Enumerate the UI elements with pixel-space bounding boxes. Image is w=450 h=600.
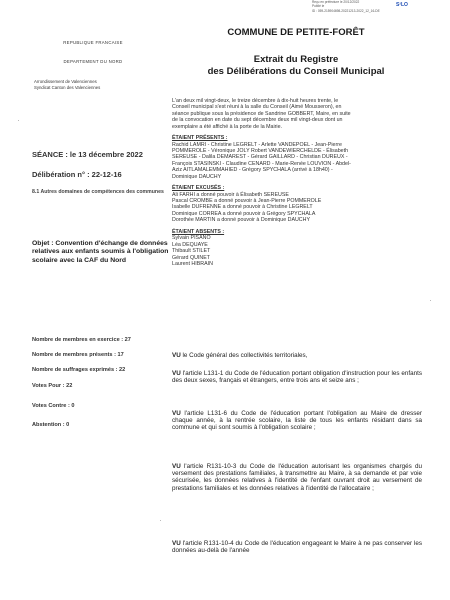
presents-line: Dominique DAUCHY [172, 173, 222, 180]
votes-for: Votes Pour : 22 [32, 383, 73, 389]
intro-paragraph [172, 98, 422, 130]
absents-line: Sylvain PISANO [172, 235, 211, 242]
administrative-header [28, 40, 158, 90]
vu-paragraph [172, 410, 422, 432]
vu-lead: VU [172, 370, 181, 377]
absents-line: Gérard QUINET [172, 254, 210, 261]
intro-line: séance publique sous la présidence de Sandrine GOBBERT, Maire, en suite [172, 110, 351, 117]
extrait-title [170, 54, 422, 78]
department-label: DEPARTEMENT DU NORD [63, 59, 123, 64]
vu-lead: VU [172, 540, 181, 547]
presents-list [172, 142, 422, 180]
stamp-line-id: ID : 059-215904698-20221213-2022_12_16-DE [312, 8, 380, 13]
vu-text: l'article R131-10-4 du Code de l'éducation engageant le Maire à ne pas conserver les données au-delà de l'année [172, 540, 423, 555]
members-in-office: Nombre de membres en exercice : 27 [32, 337, 131, 343]
vu-lead: VU [172, 352, 181, 359]
stamp-line-published: Publié le [312, 4, 325, 9]
abstentions: Abstention : 0 [32, 422, 70, 428]
absents-list [172, 235, 422, 267]
intro-line: de la convocation en date du sept décembre deux mil vingt-deux dont un [172, 117, 343, 124]
scan-speck [160, 520, 161, 521]
vu-paragraph [172, 463, 422, 492]
presents-line: Rachid LAMRI - Christine LEGRELT - Arlette VANDEPOEL - Jean-Pierre [172, 141, 342, 148]
vu-lead: VU [172, 463, 181, 470]
excuses-line: Ali FARHI a donné pouvoir à Élisabeth SEREUSE [172, 191, 289, 198]
intro-line: L'an deux mil vingt-deux, le treize décembre à dix-huit heures trente, le [172, 98, 339, 104]
prefecture-stamp [312, 0, 450, 22]
vu-paragraph [172, 352, 422, 359]
s2lo-logo: S²LO [396, 2, 408, 8]
scan-speck [430, 300, 431, 301]
vu-paragraph [172, 540, 422, 554]
arrondissement-line-1: Arrondissement de Valenciennes [34, 79, 97, 84]
absents-line: Léa DEQUAYE [172, 241, 208, 248]
excuses-line: Dominique CORREA a donné pouvoir à Grégory SPYCHALA [172, 210, 316, 217]
deliberation-number: Délibération n° : 22-12-16 [32, 170, 122, 179]
extrait-line-2: des Délibérations du Conseil Municipal [207, 66, 385, 77]
votes-against: Votes Contre : 0 [32, 403, 75, 409]
excuses-list [172, 192, 422, 224]
presents-title: ÉTAIENT PRÉSENTS : [172, 135, 228, 142]
excuses-line: Isabelle DUFRENNE a donné pouvoir à Christine LEGRELT [172, 204, 313, 211]
absents-line: Thibault STILET [172, 248, 211, 255]
commune-title: COMMUNE DE PETITE-FORÊT [227, 27, 365, 38]
excuses-line: Pascal CROMBE a donné pouvoir à Jean-Pierre POMMEROLE [172, 198, 322, 205]
vu-text: l'article L131-1 du Code de l'éducation portant obligation d'instruction pour les enfants des deux sexes, français et étrangers, entre trois ans et seize ans ; [172, 370, 423, 385]
republic-label: REPUBLIQUE FRANCAISE [63, 40, 123, 45]
votes-cast: Nombre de suffrages exprimés : 22 [32, 367, 126, 373]
stamp-line-received: Reçu en préfecture le 20/12/2022 [312, 0, 360, 4]
vu-text: l'article L131-6 du Code de l'éducation portant l'obligation au Maire de dresser chaque année, à la rentrée scolaire, la liste de tous les enfants résidant dans sa commune et qui sont soumis à l'obligation scolaire ; [172, 410, 423, 432]
vu-text: le Code général des collectivités territoriales, [182, 352, 308, 359]
vu-lead: VU [172, 410, 181, 417]
intro-line: Conseil municipal s'est réuni à la salle du Conseil (Aimé Mousseron), en [172, 104, 342, 111]
intro-line: exemplaire a été affiché à la porte de la Mairie. [172, 123, 283, 130]
vu-paragraph [172, 370, 422, 384]
objet-heading: Objet : Convention d'échange de données relatives aux enfants soumis à l'obligation scolaire avec la CAF du Nord [32, 240, 169, 264]
session-details [172, 98, 422, 267]
presents-line: POMMEROLE - Véronique JOLY Robert VANDEWIERCHELDE - Élisabeth [172, 148, 349, 155]
presents-line: SEREUSE - Dalila DEMAREST - Gérard GAILLARD - Christian DUREUX - [172, 154, 348, 161]
theme-label: 8.1 Autres domaines de compétences des communes [32, 189, 164, 195]
vu-text: l'article R131-10-3 du Code de l'éducation autorisant les organismes chargés du versement des prestations familiales, à transmettre au Maire, à sa demande et par voie sécurisée, les données relatives à l'identité de l'enfant ouvrant droit au versement de prestations familiales et les données relatives à l'identité de l'allocataire ; [172, 463, 423, 492]
arrondissement-block [28, 79, 158, 90]
extrait-line-1: Extrait du Registre [253, 54, 339, 65]
presents-line: Aziz AITLAMALEMMAHIED - Grégory SPYCHALA (arrivé à 18h40) - [172, 167, 333, 174]
presents-line: François STASINSKI - Claudine CENARD - Marie-Renée LOUVION - Abdel- [172, 160, 351, 167]
absents-line: Laurent HIBRAIN [172, 260, 213, 267]
excuses-title: ÉTAIENT EXCUSÉS : [172, 185, 225, 192]
excuses-line: Dorothée MARTIN a donné pouvoir à Dominique DAUCHY [172, 217, 310, 224]
members-present: Nombre de membres présents : 17 [32, 352, 124, 358]
scan-speck [18, 120, 19, 121]
seance-date: SÉANCE : le 13 décembre 2022 [32, 150, 143, 159]
absents-title: ÉTAIENT ABSENTS : [172, 228, 225, 235]
arrondissement-line-2: Syndicat Canton des Valenciennes [34, 84, 101, 90]
